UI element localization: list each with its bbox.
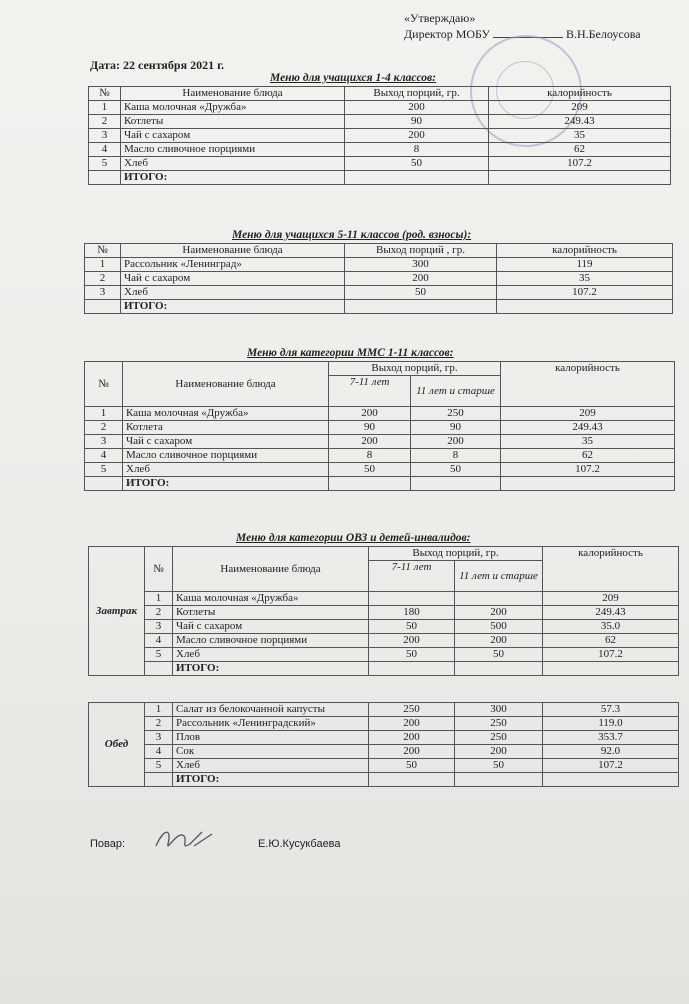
table1-title: Меню для учащихся 1-4 классов: <box>270 72 437 84</box>
table-row: 4 Масло сливочное порциями 8 8 62 <box>85 449 675 463</box>
col-num: № <box>85 362 123 407</box>
table4-lunch <box>88 702 679 787</box>
table2-total-row: ИТОГО: <box>85 300 673 314</box>
table2-title: Меню для учащихся 5-11 классов (род. взносы): <box>232 229 472 241</box>
col-age-11-plus: 11 лет и старше <box>455 561 543 592</box>
table-row: 5 Хлеб 50 50 107.2 <box>89 759 679 773</box>
approval-heading: «Утверждаю» <box>404 11 476 25</box>
table1-total-row: ИТОГО: <box>89 171 671 185</box>
table-row: 2 Чай с сахаром 200 35 <box>85 272 673 286</box>
breakfast-total-row: ИТОГО: <box>89 662 679 676</box>
director-name: В.Н.Белоусова <box>566 27 641 41</box>
col-output: Выход порций , гр. <box>345 244 497 258</box>
col-name: Наименование блюда <box>121 244 345 258</box>
table-row: 2 Котлеты 180 200 249.43 <box>89 606 679 620</box>
table-row: 4 Масло сливочное порциями 200 200 62 <box>89 634 679 648</box>
col-name: Наименование блюда <box>121 87 345 101</box>
col-output: Выход порций, гр. <box>369 547 543 561</box>
col-num: № <box>89 87 121 101</box>
document-date: Дата: 22 сентября 2021 г. <box>90 58 225 72</box>
col-calories: калорийность <box>543 547 679 592</box>
table-row: Обед 1 Салат из белокочанной капусты 250 300 57.3 <box>89 703 679 717</box>
col-name: Наименование блюда <box>173 547 369 592</box>
col-output: Выход порций, гр. <box>345 87 489 101</box>
table3-total-row: ИТОГО: <box>85 477 675 491</box>
cook-label: Повар: <box>90 838 126 850</box>
lunch-label: Обед <box>89 703 145 787</box>
table-row: 5 Хлеб 50 107.2 <box>89 157 671 171</box>
table3 <box>84 361 675 491</box>
cook-name: Е.Ю.Кусукбаева <box>258 838 341 850</box>
table4 <box>88 546 679 676</box>
table1-header <box>89 87 671 101</box>
table-row: 5 Хлеб 50 50 107.2 <box>89 648 679 662</box>
col-name: Наименование блюда <box>123 362 329 407</box>
col-num: № <box>85 244 121 258</box>
table2 <box>84 243 673 314</box>
director-title: Директор МОБУ <box>404 27 490 41</box>
table-row: 3 Чай с сахаром 200 200 35 <box>85 435 675 449</box>
table-row: 1 Рассольник «Ленинград» 300 119 <box>85 258 673 272</box>
table-row: 3 Хлеб 50 107.2 <box>85 286 673 300</box>
col-calories: калорийность <box>489 87 671 101</box>
table-row: 3 Чай с сахаром 200 35 <box>89 129 671 143</box>
table-row: 2 Рассольник «Ленинградский» 200 250 119.0 <box>89 717 679 731</box>
table1 <box>88 86 671 185</box>
col-age-7-11: 7-11 лет <box>329 376 411 407</box>
table-row: 4 Масло сливочное порциями 8 62 <box>89 143 671 157</box>
col-num: № <box>145 547 173 592</box>
breakfast-label: Завтрак <box>89 547 145 676</box>
table-row: 1 Каша молочная «Дружба» 200 209 <box>89 101 671 115</box>
table-row: 1 Каша молочная «Дружба» 209 <box>89 592 679 606</box>
table4-title: Меню для категории ОВЗ и детей-инвалидов: <box>236 532 471 544</box>
col-age-7-11: 7-11 лет <box>369 561 455 592</box>
table-row: 3 Чай с сахаром 50 500 35.0 <box>89 620 679 634</box>
cook-signature <box>150 822 220 858</box>
table3-header <box>85 362 675 376</box>
table-row: 4 Сок 200 200 92.0 <box>89 745 679 759</box>
table2-header <box>85 244 673 258</box>
col-calories: калорийность <box>497 244 673 258</box>
col-age-11-plus: 11 лет и старше <box>411 376 501 407</box>
col-output: Выход порций, гр. <box>329 362 501 376</box>
table-row: 2 Котлеты 90 249.43 <box>89 115 671 129</box>
table-row: 5 Хлеб 50 50 107.2 <box>85 463 675 477</box>
table3-title: Меню для категории ММС 1-11 классов: <box>247 347 454 359</box>
table-row: 2 Котлета 90 90 249.43 <box>85 421 675 435</box>
table-row: 3 Плов 200 250 353.7 <box>89 731 679 745</box>
lunch-total-row: ИТОГО: <box>89 773 679 787</box>
table4-header <box>89 547 679 561</box>
col-calories: калорийность <box>501 362 675 407</box>
table-row: 1 Каша молочная «Дружба» 200 250 209 <box>85 407 675 421</box>
